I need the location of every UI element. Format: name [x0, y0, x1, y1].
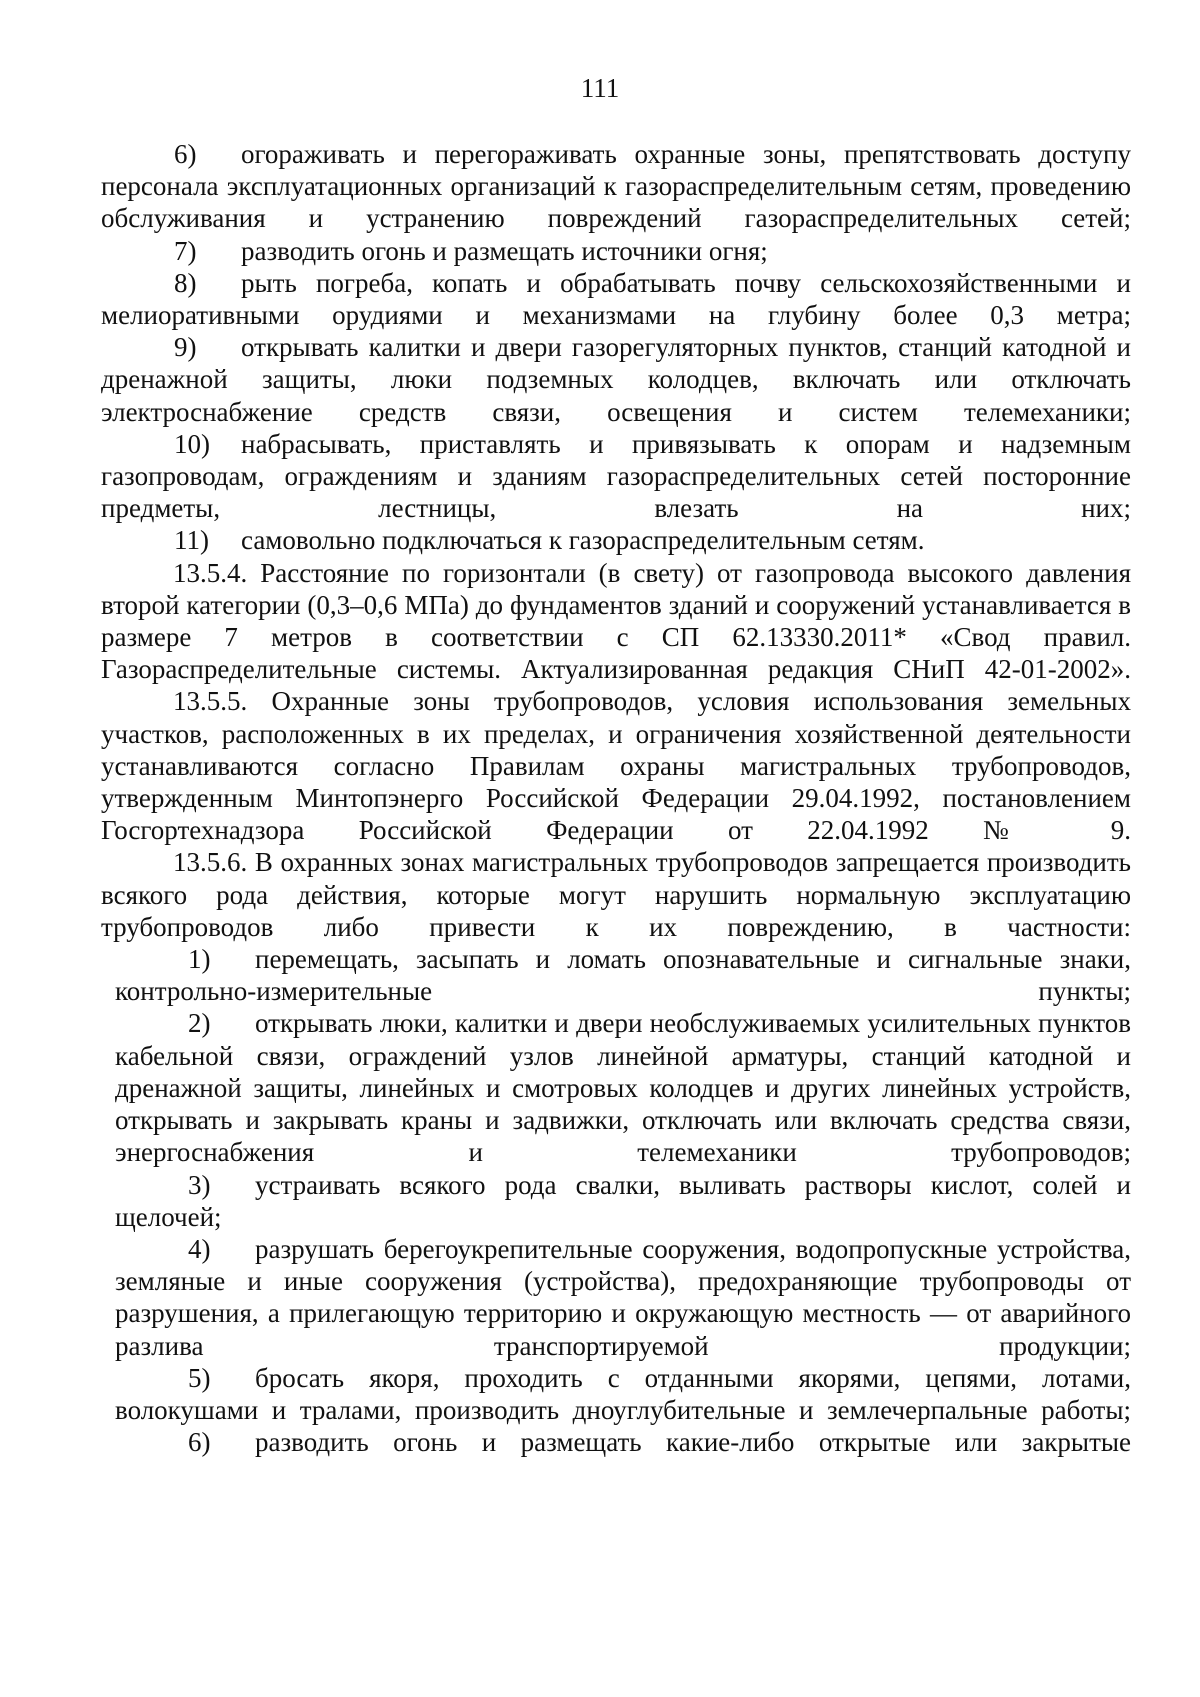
list-item-number: 3) — [188, 1169, 211, 1200]
list-item — [101, 943, 1131, 1007]
list-item — [101, 138, 1131, 235]
list-item — [101, 1362, 1131, 1426]
list-item-text: открывать люки, калитки и двери необслуживаемых усилительных пунктов кабельной связи, ограждений узлов линейной арматуры, станций катодной и дренажной защиты, линейных и смотровых колодцев и других линейных устройств, открывать и закрывать краны и задвижки, отключать или включать средства связи, энергоснабжения и телемеханики трубопроводов; — [115, 1008, 1131, 1168]
list-item-text: разрушать берегоукрепительные сооружения, водопропускные устройства, земляные и иные сооружения (устройства), предохраняющие трубопроводы от разрушения, а прилегающую территорию и окружающую местность — от аварийного разлива транспортируемой продукции; — [115, 1233, 1131, 1361]
list-item-number: 4) — [188, 1233, 211, 1264]
list-item — [101, 267, 1131, 331]
list-item-number: 10) — [174, 428, 210, 459]
paragraph-13-5-4: 13.5.4. Расстояние по горизонтали (в свету) от газопровода высокого давления второй категории (0,3–0,6 МПа) до фундаментов зданий и сооружений устанавливается в размере 7 метров в соответствии с СП 62.13330.2011* «Свод правил. Газораспределительные системы. Актуализированная редакция СНиП 42-01-2002». — [101, 557, 1131, 685]
page-number: 111 — [580, 73, 620, 103]
list-item — [101, 1426, 1131, 1458]
list-item — [101, 235, 1131, 267]
list-item — [101, 331, 1131, 428]
list-item-number: 2) — [188, 1008, 211, 1039]
list-item-number: 5) — [188, 1362, 211, 1393]
list-item-text: разводить огонь и размещать какие-либо открытые или закрытые — [255, 1427, 1131, 1458]
list-item — [101, 1233, 1131, 1362]
list-item-number: 9) — [174, 332, 197, 363]
list-item-text: набрасывать, приставлять и привязывать к опорам и надземным газопроводам, ограждениям и зданиям газораспределительных сетей посторонние предметы, лестницы, влезать на них; — [101, 428, 1131, 524]
document-body — [101, 138, 1131, 1458]
list-item — [101, 428, 1131, 525]
list-item — [101, 1169, 1131, 1233]
list-item-text: бросать якоря, проходить с отданными якорями, цепями, лотами, волокушами и тралами, производить дноуглубительные и землечерпальные работы; — [115, 1362, 1131, 1425]
list-item-number: 1) — [188, 944, 211, 975]
list-item-number: 8) — [174, 267, 197, 298]
list-item — [101, 524, 1131, 556]
list-item-text: перемещать, засыпать и ломать опознавательные и сигнальные знаки, контрольно-измерительные пункты; — [115, 944, 1131, 1007]
list-item-number: 7) — [174, 235, 197, 266]
list-item-text: огораживать и перегораживать охранные зоны, препятствовать доступу персонала эксплуатационных организаций к газораспределительным сетям, проведению обслуживания и устранению повреждений газораспределительных сетей; — [101, 139, 1131, 234]
paragraph-13-5-6: 13.5.6. В охранных зонах магистральных трубопроводов запрещается производить всякого рода действия, которые могут нарушить нормальную эксплуатацию трубопроводов либо привести к их повреждению, в частности: — [101, 847, 1131, 942]
list-item-number: 6) — [174, 139, 197, 169]
list-item-text: открывать калитки и двери газорегуляторных пунктов, станций катодной и дренажной защиты, люки подземных колодцев, включать или отключать электроснабжение средств связи, освещения и систем телемеханики; — [101, 332, 1131, 427]
list-item — [101, 1007, 1131, 1168]
list-item-text: разводить огонь и размещать источники огня; — [241, 235, 768, 266]
list-item-text: самовольно подключаться к газораспределительным сетям. — [241, 525, 925, 556]
list-item-number: 11) — [174, 525, 209, 556]
list-item-number: 6) — [188, 1427, 211, 1458]
list-item-text: рыть погреба, копать и обрабатывать почву сельскохозяйственными и мелиоративными орудиями и механизмами на глубину более 0,3 метра; — [101, 267, 1131, 331]
paragraph-13-5-5: 13.5.5. Охранные зоны трубопроводов, условия использования земельных участков, расположенных в их пределах, и ограничения хозяйственной деятельности устанавливаются согласно Правилам охраны магистральных трубопроводов, утвержденным Минтопэнерго Российской Федерации 29.04.1992, постановлением Госгортехнадзора Российской Федерации от 22.04.1992 № 9. — [101, 686, 1131, 846]
list-item-text: устраивать всякого рода свалки, выливать растворы кислот, солей и щелочей; — [115, 1169, 1131, 1232]
